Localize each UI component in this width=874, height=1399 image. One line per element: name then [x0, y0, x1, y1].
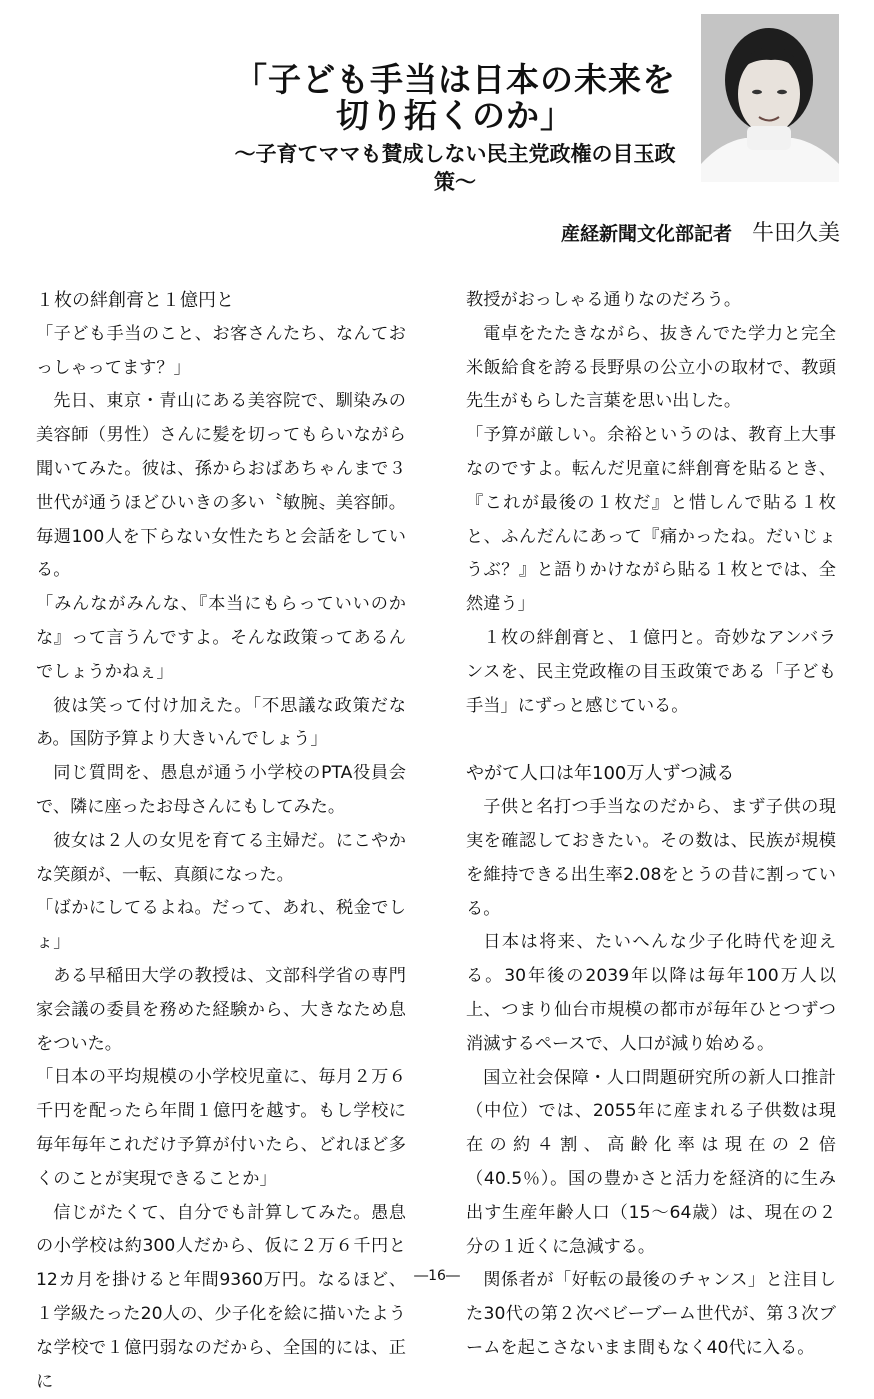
paragraph: 彼は笑って付け加えた。「不思議な政策だなあ。国防予算より大きいんでしょう」 — [36, 695, 406, 750]
right-column — [466, 284, 836, 1366]
paragraph: 「予算が厳しい。余裕というのは、教育上大事なのですよ。転んだ児童に絆創膏を貼るとき、『これが最後の１枚だ』と惜しんで貼る１枚と、ふんだんにあって『痛かったね。だいじょうぶ？』と語りかけながら貼る１枚とでは、全然違う」 — [466, 425, 836, 615]
paragraph: 日本は将来、たいへんな少子化時代を迎える。30年後の2039年以降は毎年100万人以上、つまり仙台市規模の都市が毎年ひとつずつ消滅するペースで、人口が減り始める。 — [466, 932, 836, 1054]
paragraph: 関係者が「好転の最後のチャンス」と注目した30代の第２次ベビーブーム世代が、第３次ブームを起こさないまま間もなく40代に入る。 — [466, 1270, 836, 1358]
paragraph: 同じ質問を、愚息が通う小学校のPTA役員会で、隣に座ったお母さんにもしてみた。 — [36, 763, 406, 817]
section-heading-2: やがて人口は年100万人ずつ減る — [466, 763, 735, 785]
paragraph: 「日本の平均規模の小学校児童に、毎月２万６千円を配ったら年間１億円を越す。もし学校に毎年毎年これだけ予算が付いたら、どれほど多くのことが実現できることか」 — [36, 1067, 406, 1189]
article-title-line-1: 「子ども手当は日本の未来を — [234, 60, 676, 99]
section-heading-1: １枚の絆創膏と１億円と — [36, 290, 234, 311]
section-spacer — [466, 723, 836, 757]
paragraph: 信じがたくて、自分でも計算してみた。愚息の小学校は約300人だから、仮に２万６千円と12カ月を掛けると年間9360万円。なるほど、１学級たった20人の、少子化を絵に描いたような学校で１億円弱なのだから、全国的には、正に — [36, 1202, 406, 1392]
paragraph: 国立社会保障・人口問題研究所の新人口推計（中位）では、2055年に産まれる子供数は現在の約４割、高齢化率は現在の２倍（40.5％）。国の豊かさと活力を経済的に生み出す生産年齢人口（15〜64歳）は、現在の２分の１近くに急減する。 — [466, 1067, 836, 1257]
paragraph: ある早稲田大学の教授は、文部科学省の専門家会議の委員を務めた経験から、大きなため息をついた。 — [36, 965, 406, 1054]
paragraph: １枚の絆創膏と、１億円と。奇妙なアンバランスを、民主党政権の目玉政策である「子ども手当」にずっと感じている。 — [466, 627, 836, 716]
author-portrait-image — [701, 14, 839, 182]
byline-organization: 産経新聞文化部記者 — [560, 223, 732, 245]
byline-author-name: 牛田久美 — [751, 221, 840, 246]
byline — [540, 216, 840, 247]
paragraph: 「子ども手当のこと、お客さんたち、なんておっしゃってます？」 — [36, 323, 406, 378]
paragraph: 先日、東京・青山にある美容院で、馴染みの美容師（男性）さんに髪を切ってもらいながら聞いてみた。彼は、孫からおばあちゃんまで３世代が通うほどひいきの多い〝敏腕〟美容師。毎週100人を下らない女性たちと会話をしている。 — [36, 391, 406, 581]
paragraph: 彼女は２人の女児を育てる主婦だ。にこやかな笑顔が、一転、真顔になった。 — [36, 830, 406, 885]
paragraph: 電卓をたたきながら、抜きんでた学力と完全米飯給食を誇る長野県の公立小の取材で、教頭先生がもらした言葉を思い出した。 — [466, 323, 836, 412]
paragraph: 教授がおっしゃる通りなのだろう。 — [466, 290, 742, 310]
author-photo — [701, 14, 839, 182]
article-title-block — [220, 62, 690, 196]
article-subtitle: 〜子育てママも賛成しない民主党政権の目玉政策〜 — [234, 141, 676, 194]
article-title-line-2: 切り拓くのか」 — [336, 96, 574, 135]
paragraph: 「ばかにしてるよね。だって、あれ、税金でしょ」 — [36, 898, 406, 953]
paragraph: 子供と名打つ手当なのだから、まず子供の現実を確認しておきたい。その数は、民族が規模を維持できる出生率2.08をとうの昔に割っている。 — [466, 797, 836, 919]
paragraph: 「みんながみんな、『本当にもらっていいのかな』って言うんですよ。そんな政策ってあるんでしょうかねぇ」 — [36, 594, 406, 682]
page-number: ―16― — [414, 1268, 460, 1284]
left-column — [36, 284, 406, 1399]
